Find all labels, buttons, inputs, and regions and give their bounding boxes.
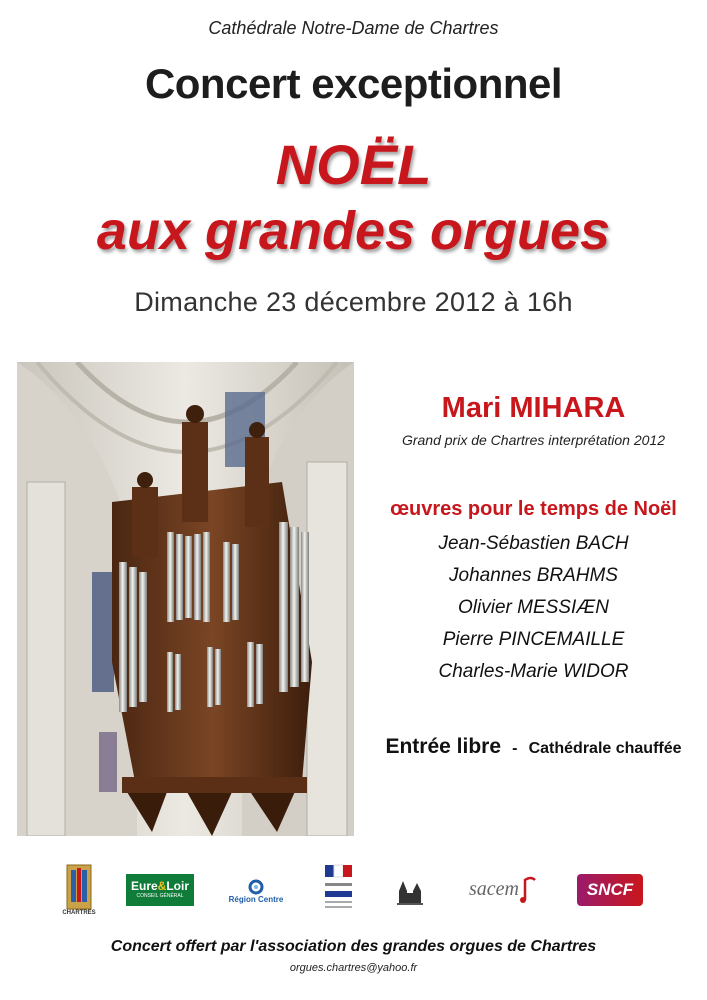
- organ-photo: [17, 362, 354, 836]
- cathedral-silhouette-icon: [395, 879, 425, 905]
- music-note-icon: [519, 874, 537, 904]
- contact-email: orgues.chartres@yahoo.fr: [289, 962, 418, 974]
- sacem-logo: [458, 870, 548, 908]
- marianne-flag-icon: [323, 863, 355, 913]
- composer-item: Olivier MESSIÆN: [458, 597, 609, 618]
- ampersand-text: &: [157, 879, 167, 893]
- composer-item: Jean-Sébastien BACH: [438, 533, 629, 554]
- composer-list: [360, 528, 707, 688]
- loir-text: Loir: [166, 879, 190, 893]
- region-centre-text: Région Centre: [228, 894, 284, 904]
- works-heading: œuvres pour le temps de Noël: [390, 498, 677, 520]
- eure-text: Eure: [130, 879, 158, 893]
- venue-line: Cathédrale Notre-Dame de Chartres: [208, 18, 499, 38]
- composer-item: Pierre PINCEMAILLE: [442, 629, 625, 650]
- footer-credit: Concert offert par l'association des grandes orgues de Chartres: [110, 938, 597, 955]
- region-swirl-icon: [246, 879, 266, 895]
- eure-loir-sub: CONSEIL GÉNÉRAL: [136, 893, 184, 899]
- entry-info: [360, 735, 707, 759]
- headline: Concert exceptionnel: [144, 60, 563, 107]
- entry-separator: -: [512, 740, 518, 757]
- eure-loir-logo: [126, 874, 194, 906]
- region-centre-logo: [222, 874, 290, 908]
- cathedral-window-icon: [66, 864, 92, 910]
- sncf-logo: [577, 874, 643, 906]
- performer-name: Mari MIHARA: [441, 392, 626, 424]
- chartres-logo-text: CHARTRES: [62, 910, 96, 916]
- composer-item: Johannes BRAHMS: [449, 565, 618, 586]
- cathedral-association-logo: [392, 878, 428, 906]
- title-line-2: aux grandes orgues: [96, 201, 611, 261]
- performer-award: Grand prix de Chartres interprétation 2012: [401, 432, 666, 448]
- composer-item: Charles-Marie WIDOR: [438, 661, 629, 682]
- heating-note: Cathédrale chauffée: [528, 740, 682, 757]
- sncf-text: SNCF: [586, 880, 634, 899]
- sponsor-logos: [0, 860, 707, 920]
- ministry-logo: [320, 862, 358, 914]
- title-line-1: NOËL: [275, 133, 432, 196]
- entry-free: Entrée libre: [385, 735, 502, 758]
- concert-date: Dimanche 23 décembre 2012 à 16h: [134, 287, 573, 317]
- sacem-text: sacem: [469, 877, 519, 900]
- chartres-logo: [62, 860, 96, 920]
